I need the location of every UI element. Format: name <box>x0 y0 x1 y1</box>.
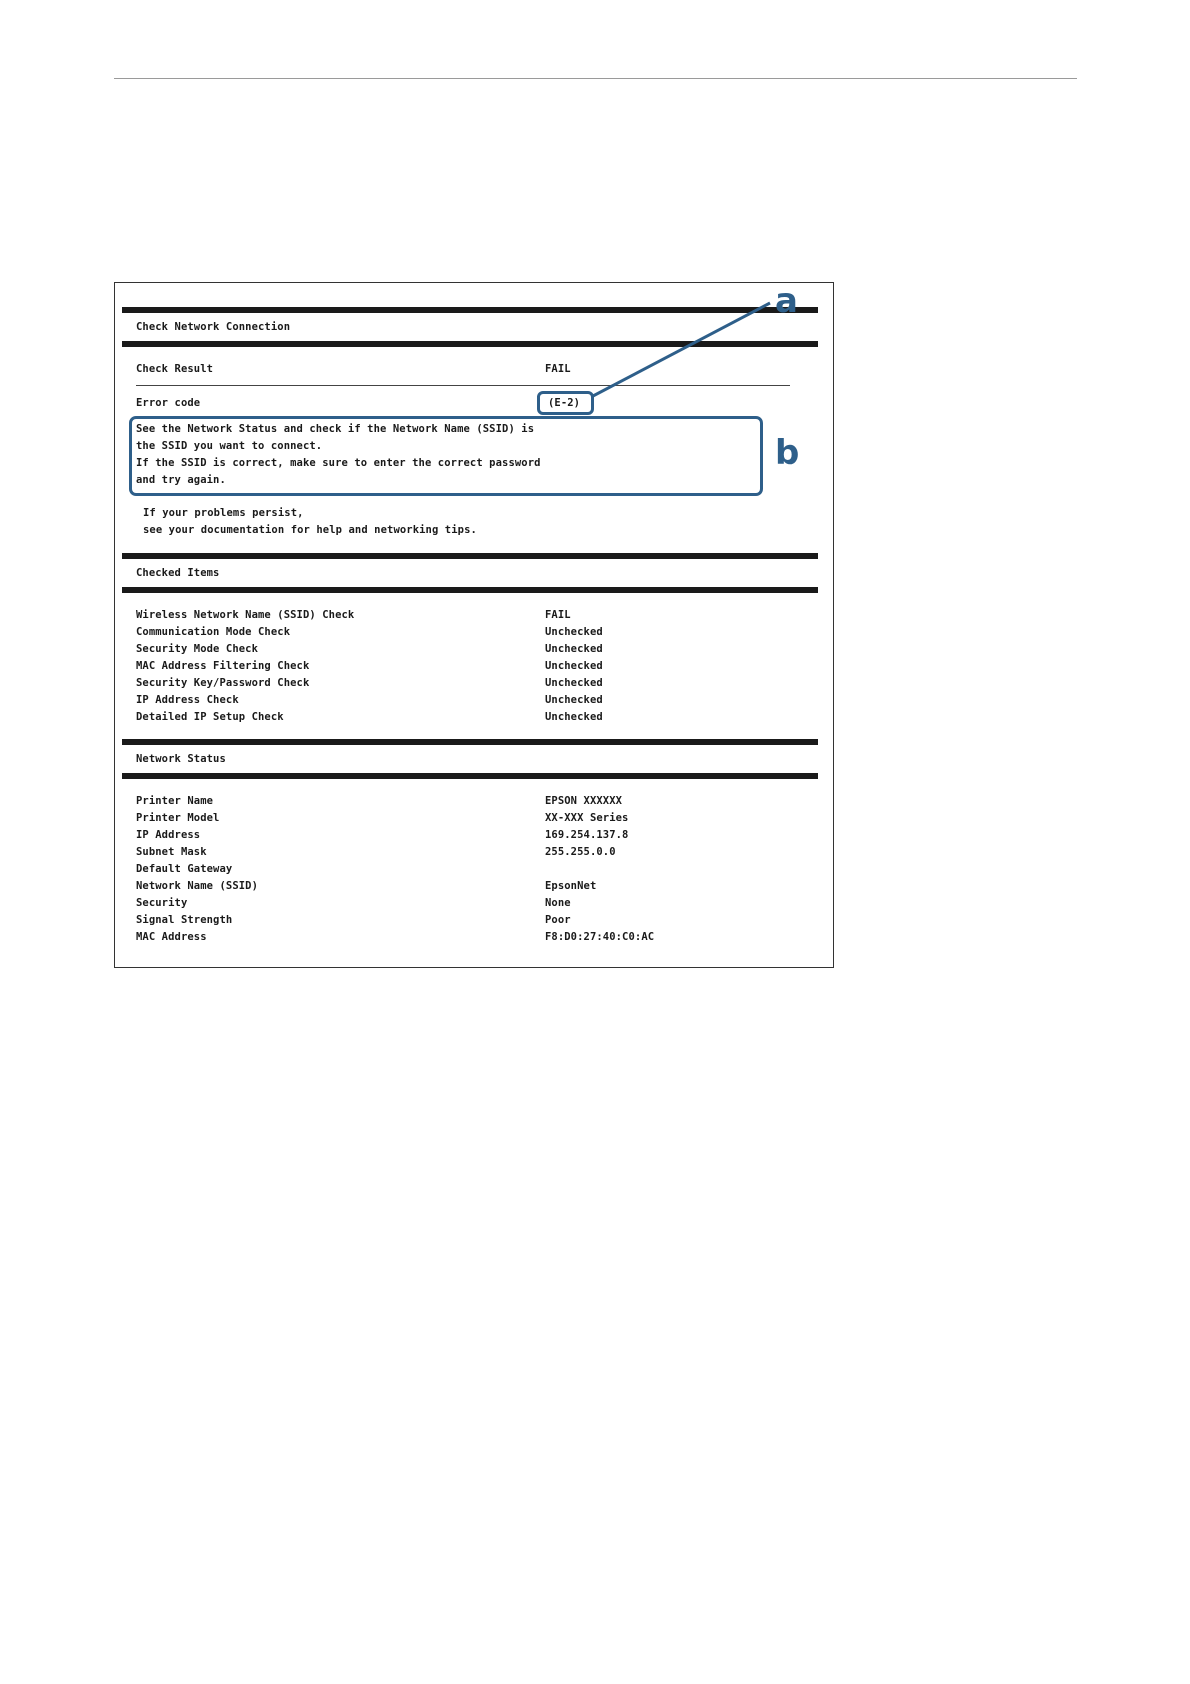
checked-item-label: Communication Mode Check <box>136 626 291 638</box>
help-line: If your problems persist, <box>143 507 304 519</box>
error-code-label: Error code <box>136 397 201 409</box>
checked-item-label: IP Address Check <box>136 694 239 706</box>
checked-item-value: FAIL <box>545 609 571 621</box>
network-status-heading: Network Status <box>136 753 226 765</box>
status-value: EpsonNet <box>545 880 597 892</box>
status-label: Signal Strength <box>136 914 233 926</box>
checked-item-label: Detailed IP Setup Check <box>136 711 284 723</box>
checked-items-heading: Checked Items <box>136 567 220 579</box>
status-label: Printer Name <box>136 795 214 807</box>
message-line: If the SSID is correct, make sure to enter the correct password <box>136 457 541 469</box>
status-value: 169.254.137.8 <box>545 829 629 841</box>
callout-b-label: b <box>775 433 800 473</box>
status-label: IP Address <box>136 829 201 841</box>
checked-item-value: Unchecked <box>545 643 603 655</box>
message-line: and try again. <box>136 474 226 486</box>
check-result-label: Check Result <box>136 363 214 375</box>
status-value: EPSON XXXXXX <box>545 795 623 807</box>
callout-a-leader-line <box>115 283 835 969</box>
checked-item-value: Unchecked <box>545 694 603 706</box>
check-result-value: FAIL <box>545 363 571 375</box>
status-label: Printer Model <box>136 812 220 824</box>
checked-item-label: Security Key/Password Check <box>136 677 310 689</box>
message-line: the SSID you want to connect. <box>136 440 323 452</box>
checked-item-value: Unchecked <box>545 711 603 723</box>
checked-item-label: Security Mode Check <box>136 643 259 655</box>
status-label: Default Gateway <box>136 863 233 875</box>
header-rule <box>114 78 1077 79</box>
network-connection-report <box>115 283 833 967</box>
report-title: Check Network Connection <box>136 321 291 333</box>
status-label: Subnet Mask <box>136 846 207 858</box>
status-value: F8:D0:27:40:C0:AC <box>545 931 655 943</box>
status-value: 255.255.0.0 <box>545 846 616 858</box>
message-line: See the Network Status and check if the Network Name (SSID) is <box>136 423 535 435</box>
checked-item-value: Unchecked <box>545 660 603 672</box>
status-label: Network Name (SSID) <box>136 880 259 892</box>
checked-item-label: Wireless Network Name (SSID) Check <box>136 609 355 621</box>
status-label: Security <box>136 897 188 909</box>
status-label: MAC Address <box>136 931 207 943</box>
error-code-value: (E-2) <box>548 397 581 409</box>
callout-a-label: a <box>775 281 798 321</box>
checked-item-value: Unchecked <box>545 677 603 689</box>
callout-b-box <box>129 416 763 496</box>
checked-item-label: MAC Address Filtering Check <box>136 660 310 672</box>
help-line: see your documentation for help and networking tips. <box>143 524 477 536</box>
status-value: Poor <box>545 914 571 926</box>
status-value: None <box>545 897 571 909</box>
checked-item-value: Unchecked <box>545 626 603 638</box>
status-value: XX-XXX Series <box>545 812 629 824</box>
network-report-figure <box>114 282 834 968</box>
